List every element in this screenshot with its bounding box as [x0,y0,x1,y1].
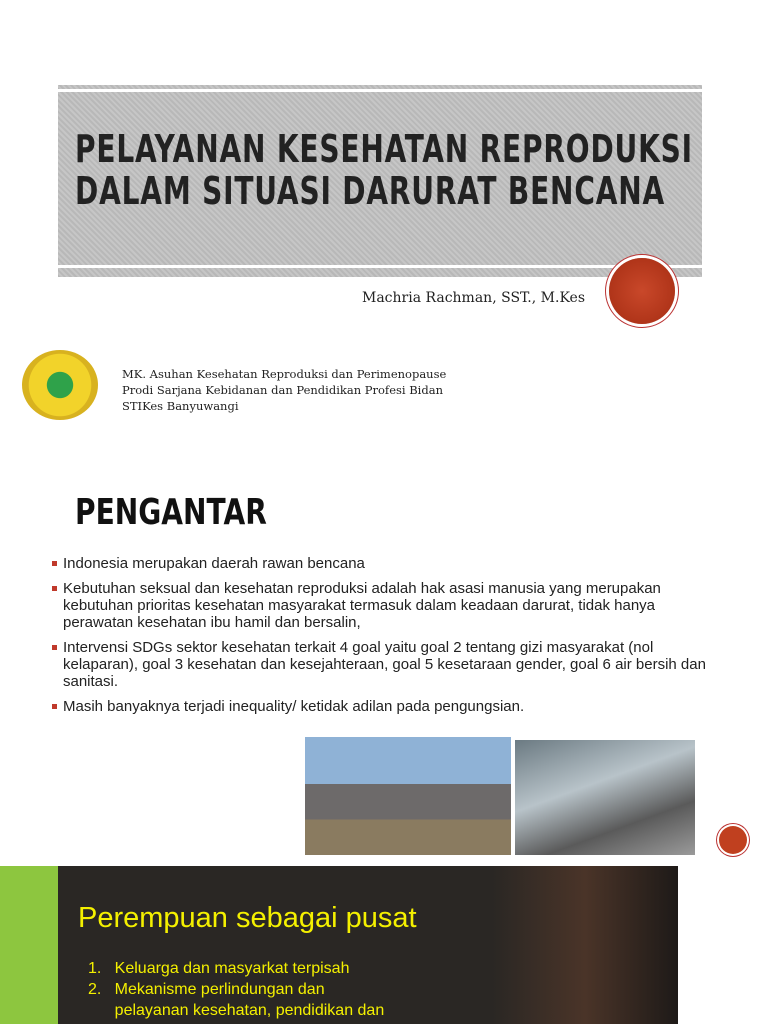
decorative-circle [719,826,747,854]
tsunami-photo [515,740,695,855]
author: Machria Rachman, SST., M.Kes [361,290,585,306]
slide2-list [88,958,384,1021]
slide2-title: Perempuan sebagai pusat [78,902,417,934]
list-item: Masih banyaknya terjadi inequality/ ketidak adilan pada pengungsian. [52,698,712,715]
list-item: pelayanan kesehatan, pendidikan dan [88,1002,385,1019]
bullet-list [52,555,712,723]
institution-name: STIKes Banyuwangi [122,399,239,413]
program-name: Prodi Sarjana Kebidanan dan Pendidikan Profesi Bidan [122,383,443,397]
course-name: MK. Asuhan Kesehatan Reproduksi dan Perimenopause [122,367,447,381]
list-item: Intervensi SDGs sektor kesehatan terkait 4 goal yaitu goal 2 tentang gizi masyarakat (nol kelaparan), goal 3 kesehatan dan kesejahteraan, goal 5 kesetaraan gender, goal 6 air bersih dan sanitasi. [52,639,712,690]
section-heading: PENGANTAR [75,492,267,533]
course-info [122,366,446,414]
list-item: 1. Keluarga dan masyarkat terpisah [88,960,350,977]
divider [58,265,702,268]
title-line-1: PELAYANAN KESEHATAN REPRODUKSI [75,127,693,171]
volcano-photo [305,737,511,855]
list-item: Indonesia merupakan daerah rawan bencana [52,555,712,572]
slide-accent-bar [0,866,58,1024]
page-title [75,128,693,212]
decorative-circle [609,258,675,324]
institution-logo [22,350,98,420]
title-line-2: DALAM SITUASI DARURAT BENCANA [75,169,666,213]
list-item: 2. Mekanisme perlindungan dan [88,981,325,998]
list-item: Kebutuhan seksual dan kesehatan reproduksi adalah hak asasi manusia yang merupakan kebutuhan prioritas kesehatan masyarakat termasuk dalam keadaan darurat, tidak hanya perawatan kesehatan ibu hamil dan bersalin, [52,580,712,631]
divider [58,89,702,92]
